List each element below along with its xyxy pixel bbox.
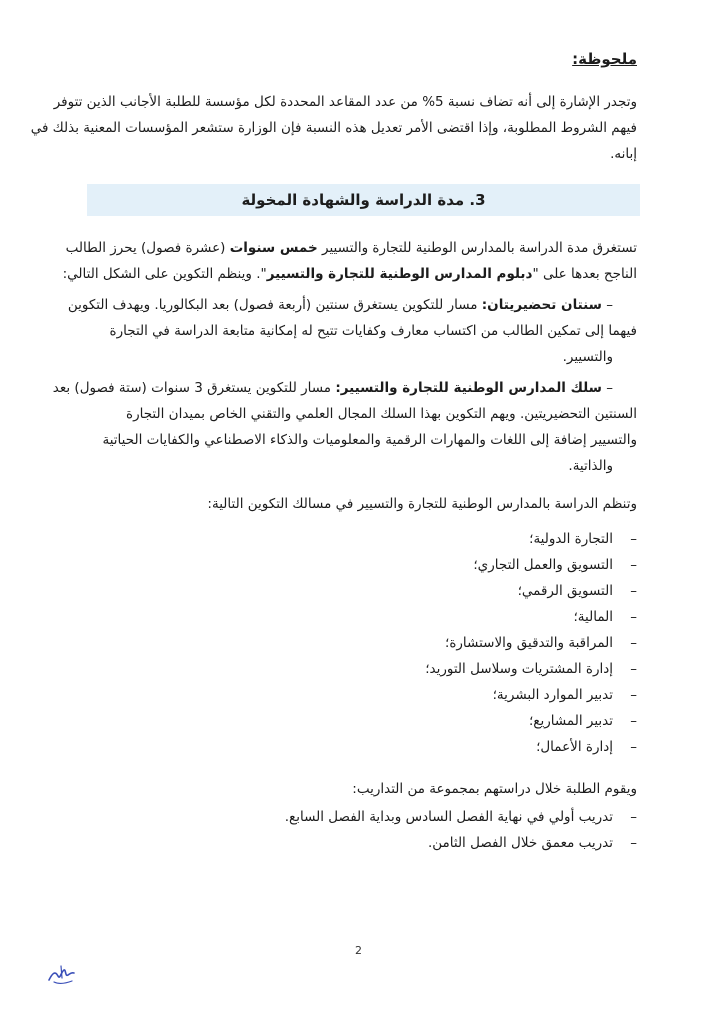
internship-item: [284, 807, 637, 827]
structure-item-1-line-3: والتسيير.: [562, 349, 613, 365]
intro-text: ". وينظم التكوين على الشكل التالي:: [62, 266, 267, 282]
structure-text: مسار للتكوين يستغرق سنتين (أربعة فصول) بعد البكالوريا. ويهدف التكوين: [67, 297, 482, 313]
tracks-intro: وتنظم الدراسة بالمدارس الوطنية للتجارة والتسيير في مسالك التكوين التالية:: [207, 496, 637, 512]
bullet-dash: –: [630, 609, 637, 625]
structure-text: مسار للتكوين يستغرق 3 سنوات (ستة فصول) بعد: [52, 380, 336, 396]
internship-label: تدريب معمق خلال الفصل الثامن.: [427, 835, 613, 851]
track-item: [492, 685, 637, 705]
structure-item-2-line-3: والتسيير إضافة إلى اللغات والمهارات الرقمية والمعلوميات والذكاء الاصطناعي والكفايات الحياتية: [102, 432, 637, 448]
section-heading: 3. مدة الدراسة والشهادة المخولة: [241, 191, 486, 209]
track-item: [529, 711, 637, 731]
bullet-dash: –: [630, 557, 637, 573]
bullet-dash: –: [630, 661, 637, 677]
track-item: [529, 529, 637, 549]
intro-line-2: [63, 264, 637, 284]
note-line-1: وتجدر الإشارة إلى أنه تضاف نسبة 5% من عدد المقاعد المحددة لكل مؤسسة للطلبة الأجانب الذين تتوفر: [53, 94, 637, 110]
track-item: [445, 633, 637, 653]
track-label: التجارة الدولية؛: [529, 531, 613, 547]
track-label: المالية؛: [573, 609, 613, 625]
bullet-dash: –: [630, 687, 637, 703]
track-item: [536, 737, 637, 757]
track-label: المراقبة والتدقيق والاستشارة؛: [445, 635, 613, 651]
track-item: [573, 607, 637, 627]
bullet-dash: –: [606, 380, 613, 396]
track-label: إدارة المشتريات وسلاسل التوريد؛: [425, 661, 613, 677]
internship-item: [427, 833, 637, 853]
bullet-dash: –: [630, 739, 637, 755]
note-line-2: فيهم الشروط المطلوبة، وإذا اقتضى الأمر تعديل هذه النسبة فإن الوزارة ستشعر المؤسسات المعنية بذلك في: [30, 120, 637, 136]
track-label: إدارة الأعمال؛: [536, 739, 613, 755]
note-title: ملحوظة:: [572, 50, 637, 68]
intro-text: الناجح بعدها على ": [532, 266, 637, 282]
structure-item-1-line-2: فيهما إلى تمكين الطالب من اكتساب معارف وكفايات تتيح له إمكانية متابعة الدراسة في التجارة: [109, 323, 637, 339]
track-item: [425, 659, 637, 679]
signature-icon: [46, 960, 78, 988]
intro-text: (عشرة فصول) يحرز الطالب: [65, 240, 230, 256]
structure-label: سلك المدارس الوطنية للتجارة والتسيير:: [335, 380, 602, 396]
structure-item-2-line-4: والذاتية.: [568, 458, 613, 474]
structure-item-2-line-2: السنتين التحضيريتين. ويهم التكوين بهذا السلك المجال العلمي والتقني الخاص بميدان التجارة: [126, 406, 637, 422]
page-number: 2: [355, 944, 362, 957]
bullet-dash: –: [630, 635, 637, 651]
intro-duration: خمس سنوات: [229, 240, 318, 256]
track-label: التسويق والعمل التجاري؛: [473, 557, 613, 573]
intro-text: تستغرق مدة الدراسة بالمدارس الوطنية للتجارة والتسيير: [317, 240, 637, 256]
track-label: التسويق الرقمي؛: [517, 583, 613, 599]
track-label: تدبير المشاريع؛: [529, 713, 613, 729]
internships-intro: ويقوم الطلبة خلال دراستهم بمجموعة من التداريب:: [352, 781, 637, 797]
bullet-dash: –: [630, 531, 637, 547]
bullet-dash: –: [630, 713, 637, 729]
bullet-dash: –: [606, 297, 613, 313]
bullet-dash: –: [630, 809, 637, 825]
internship-label: تدريب أولي في نهاية الفصل السادس وبداية الفصل السابع.: [284, 809, 613, 825]
section-heading-band: [87, 184, 640, 216]
note-line-3: إبانه.: [610, 146, 637, 162]
track-label: تدبير الموارد البشرية؛: [492, 687, 613, 703]
structure-item-1-line-1: [68, 295, 613, 315]
structure-label: سنتان تحضيريتان:: [481, 297, 602, 313]
track-item: [517, 581, 637, 601]
track-item: [473, 555, 637, 575]
bullet-dash: –: [630, 835, 637, 851]
diploma-name: دبلوم المدارس الوطنية للتجارة والتسيير: [266, 266, 533, 282]
structure-item-2-line-1: [53, 378, 613, 398]
intro-line-1: [66, 238, 637, 258]
bullet-dash: –: [630, 583, 637, 599]
